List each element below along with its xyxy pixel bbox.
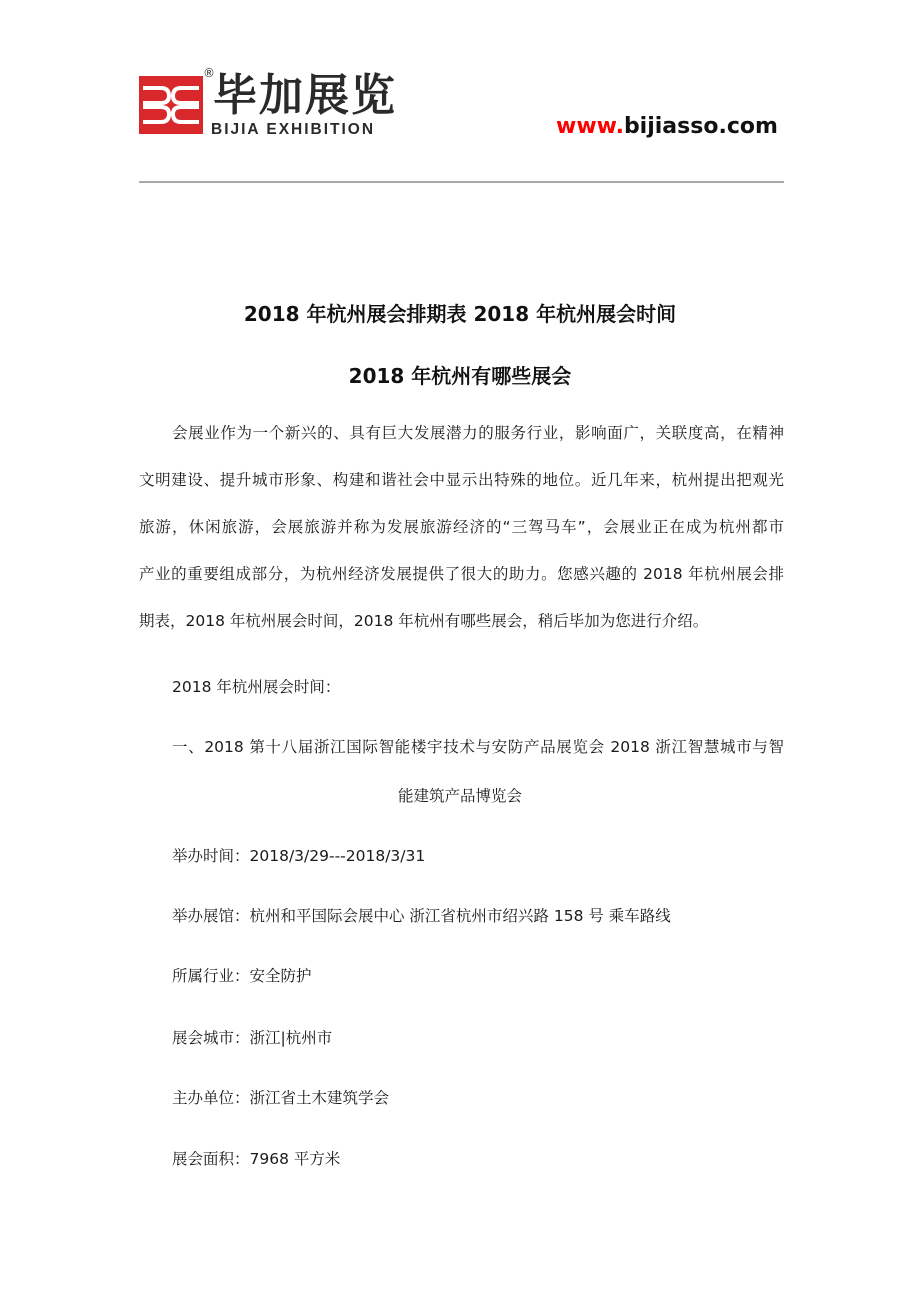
intro-paragraph-line: 旅游，休闲旅游，会展旅游并称为发展旅游经济的“三驾马车”，会展业正在成为杭州都市 — [139, 518, 784, 536]
intro-paragraph-line: 期表，2018 年杭州展会时间，2018 年杭州有哪些展会，稍后毕加为您进行介绍。 — [139, 612, 709, 630]
detail-industry: 所属行业：安全防护 — [172, 967, 312, 985]
website-domain: bijiasso.com — [623, 114, 778, 139]
page-title-line-1: 2018 年杭州展会排期表 2018 年杭州展会时间 — [243, 302, 677, 326]
bijia-logo — [139, 68, 419, 140]
intro-paragraph-line: 会展业作为一个新兴的、具有巨大发展潜力的服务行业，影响面广，关联度高，在精神 — [172, 424, 784, 442]
intro-paragraph-line: 产业的重要组成部分，为杭州经济发展提供了很大的助力。您感兴趣的 2018 年杭州展会排 — [139, 565, 784, 583]
website-prefix: www. — [556, 114, 624, 139]
website-link[interactable] — [556, 114, 778, 139]
detail-venue: 举办展馆：杭州和平国际会展中心 浙江省杭州市绍兴路 158 号 乘车路线 — [172, 907, 671, 925]
logo-mark-icon — [139, 76, 203, 134]
header-divider — [139, 181, 784, 183]
page-title-line-2: 2018 年杭州有哪些展会 — [348, 364, 572, 388]
detail-city: 展会城市：浙江|杭州市 — [172, 1029, 333, 1047]
exhibition-name-line-2: 能建筑产品博览会 — [397, 787, 522, 805]
detail-date: 举办时间：2018/3/29---2018/3/31 — [172, 847, 426, 865]
exhibition-name-line-1: 一、2018 第十八届浙江国际智能楼宇技术与安防产品展览会 2018 浙江智慧城市与智 — [172, 738, 784, 756]
logo-name-en: BIJIA EXHIBITION — [211, 121, 376, 138]
logo-name-cn: 毕加展览 — [213, 70, 397, 121]
section-heading: 2018 年杭州展会时间： — [172, 678, 341, 696]
registered-mark: ® — [203, 66, 215, 80]
detail-area: 展会面积：7968 平方米 — [172, 1150, 341, 1168]
detail-organizer: 主办单位：浙江省土木建筑学会 — [172, 1089, 390, 1107]
intro-paragraph-line: 文明建设、提升城市形象、构建和谐社会中显示出特殊的地位。近几年来，杭州提出把观光 — [139, 471, 784, 489]
